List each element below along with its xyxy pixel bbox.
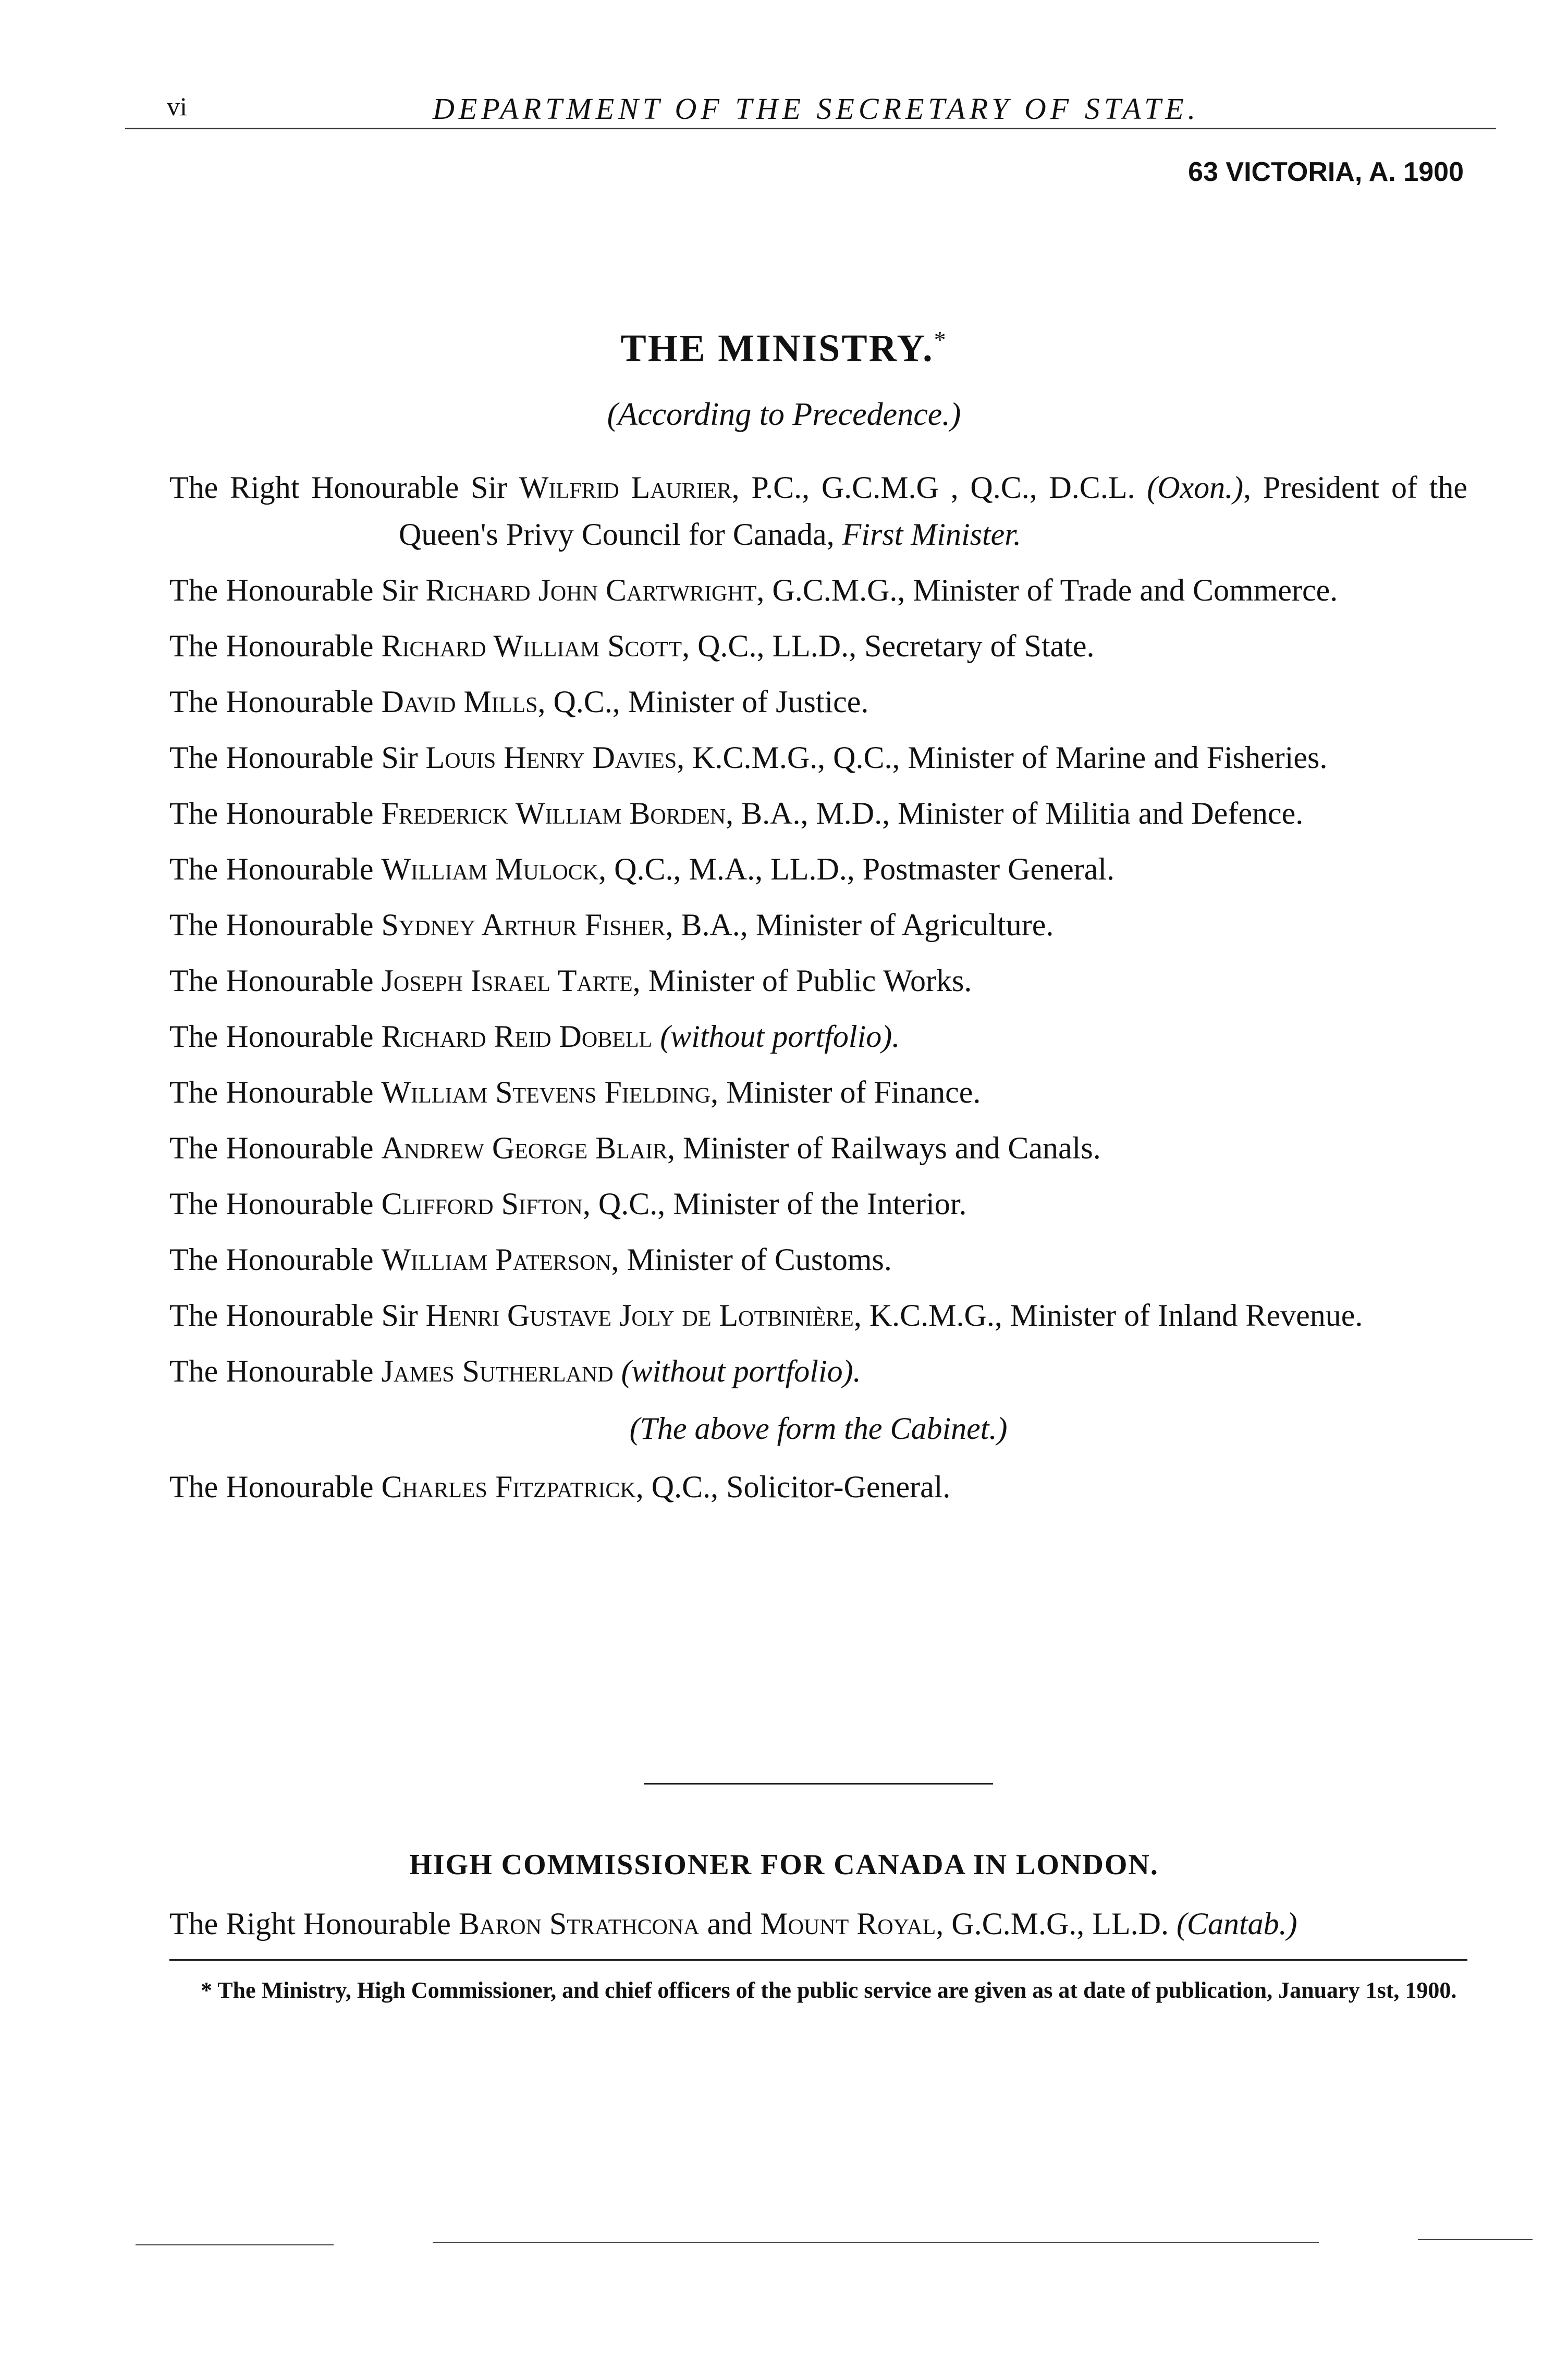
minister-name: Wilfrid Laurier: [519, 470, 732, 505]
minister-entry: [169, 846, 1467, 893]
minister-entry: [169, 1013, 1467, 1060]
minister-name: Henri Gustave Joly de Lotbinière: [425, 1298, 854, 1333]
entry-prefix: The Honourable: [169, 963, 382, 998]
minister-entry: [169, 957, 1467, 1004]
ministry-title: THE MINISTRY.*: [620, 326, 948, 370]
entry-text: [614, 1354, 621, 1388]
entry-text: , President of the Queen's Privy Council for Canada,: [399, 470, 1467, 552]
person-title: Mount Royal: [760, 1907, 936, 1941]
entry-text: , Q.C., M.A., LL.D., Postmaster General.: [598, 852, 1114, 886]
entry-italic: (Oxon.): [1147, 470, 1244, 505]
department-heading: DEPARTMENT OF THE SECRETARY OF STATE.: [433, 92, 1200, 126]
minister-name: Joseph Israel Tarte: [381, 963, 633, 998]
minister-entry: [169, 678, 1467, 725]
entry-prefix: The Honourable Sir: [169, 740, 426, 775]
entry-prefix: The Honourable: [169, 1187, 382, 1221]
entry-text: [652, 1019, 660, 1054]
entry-prefix: The Honourable Sir: [169, 573, 426, 607]
minister-name: Richard John Cartwright: [425, 573, 757, 607]
entry-text: , Q.C., LL.D., Secretary of State.: [682, 629, 1095, 663]
minister-entry: [169, 1236, 1467, 1283]
minister-name: Andrew George Blair: [381, 1131, 668, 1165]
minister-entry: [169, 567, 1467, 614]
minister-entry: [169, 1348, 1467, 1395]
entry-italic: (without portfolio).: [660, 1019, 900, 1054]
entry-text: , Minister of Railways and Canals.: [667, 1131, 1101, 1165]
minister-name: Frederick William Borden: [381, 796, 726, 830]
minister-name: David Mills: [381, 685, 538, 719]
running-head: [125, 91, 1496, 129]
minister-entry: [169, 622, 1467, 669]
minister-name: William Paterson: [381, 1242, 611, 1277]
minister-entry: [169, 464, 1467, 558]
entry-italic: (without portfolio).: [621, 1354, 861, 1388]
entry-prefix: The Honourable: [169, 1075, 382, 1109]
minister-entry: [169, 1180, 1467, 1227]
high-commissioner-entry: The Right Honourable Baron Strathcona and Mount Royal, G.C.M.G., LL.D. (Cantab.): [169, 1907, 1297, 1941]
session-label: 63 VICTORIA, A. 1900: [1188, 157, 1464, 187]
ministry-list: [169, 464, 1467, 1519]
entry-text: , Q.C., Minister of Justice.: [537, 685, 869, 719]
minister-entry: [169, 1069, 1467, 1116]
bottom-rule: [1418, 2239, 1533, 2240]
minister-name: William Mulock: [381, 852, 599, 886]
entry-text: , B.A., Minister of Agriculture.: [665, 908, 1054, 942]
entry-text: , G.C.M.G., Minister of Trade and Commerce.: [756, 573, 1338, 607]
non-cabinet-entries: [169, 1463, 1467, 1510]
section-divider: [644, 1783, 993, 1785]
entry-text: , P.C., G.C.M.G , Q.C., D.C.L.: [731, 470, 1147, 505]
entry-prefix: The Honourable: [169, 1019, 382, 1054]
footnote: * The Ministry, High Commissioner, and chief officers of the public service are given as at date of publication, January 1st, 1900.: [201, 1977, 1457, 2003]
entry-text: , Q.C., Minister of the Interior.: [582, 1187, 967, 1221]
minister-name: James Sutherland: [381, 1354, 614, 1388]
person-name: Baron Strathcona: [458, 1907, 700, 1941]
cabinet-note: (The above form the Cabinet.): [629, 1411, 1008, 1446]
minister-name: Sydney Arthur Fisher: [381, 908, 666, 942]
footnote-divider: [169, 1959, 1467, 1961]
footnote-mark: *: [934, 326, 948, 353]
minister-name: William Stevens Fielding: [381, 1075, 711, 1109]
entry-text: , K.C.M.G., Q.C., Minister of Marine and Fisheries.: [677, 740, 1328, 775]
entry-text: , Minister of Public Works.: [632, 963, 972, 998]
minister-entry: [169, 901, 1467, 948]
minister-name: Clifford Sifton: [381, 1187, 583, 1221]
minister-entry: [169, 1292, 1467, 1339]
entry-prefix: The Honourable: [169, 1470, 382, 1504]
minister-entry: [169, 734, 1467, 781]
minister-name: Louis Henry Davies: [425, 740, 677, 775]
entry-prefix: The Honourable: [169, 908, 382, 942]
minister-entry: [169, 1125, 1467, 1171]
entry-prefix: The Honourable: [169, 1354, 382, 1388]
entry-prefix: The Honourable: [169, 629, 382, 663]
entry-prefix: The Right Honourable Sir: [169, 470, 519, 505]
entry-prefix: The Honourable Sir: [169, 1298, 426, 1333]
minister-name: Charles Fitzpatrick: [381, 1470, 636, 1504]
entry-text: , K.C.M.G., Minister of Inland Revenue.: [853, 1298, 1363, 1333]
minister-entry: [169, 790, 1467, 837]
entry-prefix: The Honourable: [169, 852, 382, 886]
entry-text: , B.A., M.D., Minister of Militia and Defence.: [726, 796, 1304, 830]
entry-prefix: The Honourable: [169, 1242, 382, 1277]
minister-entry: [169, 1463, 1467, 1510]
minister-name: Richard William Scott: [381, 629, 682, 663]
entry-text: , Minister of Finance.: [710, 1075, 981, 1109]
entry-prefix: The Honourable: [169, 1131, 382, 1165]
entry-text: , Minister of Customs.: [611, 1242, 892, 1277]
bottom-rule: [136, 2244, 334, 2245]
entry-prefix: The Honourable: [169, 796, 382, 830]
bottom-rule: [433, 2242, 1319, 2243]
high-commissioner-title: HIGH COMMISSIONER FOR CANADA IN LONDON.: [409, 1849, 1159, 1881]
entry-text: , Q.C., Solicitor-General.: [635, 1470, 951, 1504]
page-number: vi: [167, 92, 187, 121]
cabinet-entries: [169, 464, 1467, 1395]
entry-italic: First Minister.: [842, 517, 1021, 552]
entry-prefix: The Honourable: [169, 685, 382, 719]
minister-name: Richard Reid Dobell: [381, 1019, 653, 1054]
precedence-subtitle: (According to Precedence.): [607, 397, 961, 432]
